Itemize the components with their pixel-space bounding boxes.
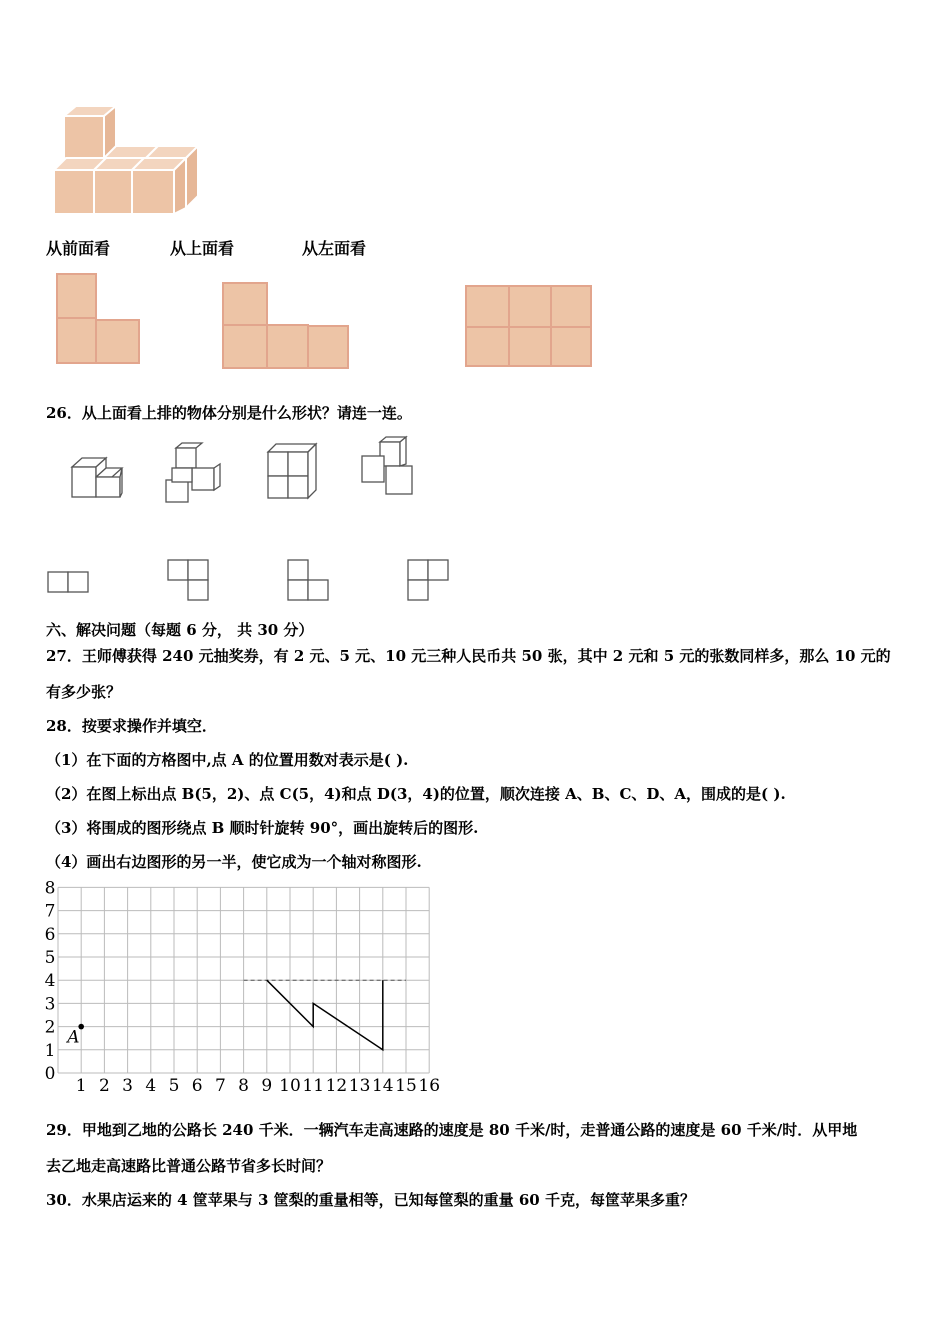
question-27-line2: 有多少张？ [46,683,122,701]
y-tick-label: 5 [44,948,56,968]
y-tick-label: 7 [44,901,56,922]
question-30: 30．水果店运来的 4 筐苹果与 3 筐梨的重量相等，已知每筐梨的重量 60 千克，每筐苹果多重？ [46,1191,695,1209]
coordinate-grid[interactable] [38,878,458,1098]
q26-object-3 [262,440,332,510]
section-title: 六、解决问题（每题 6 分， 共 30 分） [46,621,314,639]
x-tick-label: 12 [325,1076,348,1096]
y-tick-label: 1 [44,1040,56,1061]
question-28-item-3: （3）将围成的图形绕点 B 顺时针旋转 90°，画出旋转后的图形. [46,819,479,837]
x-tick-label: 8 [238,1076,250,1096]
x-tick-label: 15 [395,1076,417,1096]
front-view-shape [56,273,156,373]
question-27-line1: 27．王师傅获得 240 元抽奖券，有 2 元、5 元、10 元三种人民币共 50 张，其中 2 元和 5 元的张数同样多，那么 10 元的 [46,647,891,665]
half-shape-outline [267,980,383,1050]
question-28-item-1: （1）在下面的方格图中,点 A 的位置用数对表示是( ). [46,751,409,769]
y-tick-label: 2 [44,1017,56,1038]
y-tick-label: 4 [44,971,56,992]
x-tick-label: 14 [371,1076,394,1096]
x-tick-label: 3 [122,1076,134,1096]
q26-object-2 [162,440,232,510]
q26-top-view-1 [46,570,96,600]
x-tick-label: 2 [98,1076,110,1096]
x-tick-label: 1 [75,1076,87,1096]
y-tick-label: 3 [44,994,56,1015]
x-tick-label: 16 [418,1076,441,1096]
question-28-item-4: （4）画出右边图形的另一半，使它成为一个轴对称图形. [46,853,422,871]
question-29-line2: 去乙地走高速路比普通公路节省多长时间？ [46,1157,332,1175]
y-tick-label: 6 [44,924,56,945]
q26-object-4 [356,434,426,504]
x-tick-label: 6 [191,1076,203,1096]
question-29-line1: 29．甲地到乙地的公路长 240 千米．一辆汽车走高速路的速度是 80 千米/时，走普通公路的速度是 60 千米/时．从甲地 [46,1121,858,1139]
cube-stack-figure [50,102,210,222]
q26-top-view-2 [164,558,214,608]
q26-object-1 [66,453,136,513]
y-tick-label: 8 [44,878,56,899]
view-label-front: 从前面看 [46,239,111,258]
x-tick-label: 13 [348,1076,371,1096]
point-a-label: A [67,1027,80,1048]
x-tick-label: 11 [302,1076,325,1096]
x-tick-label: 10 [279,1076,301,1096]
x-tick-label: 7 [214,1076,226,1096]
question-28-item-2: （2）在图上标出点 B(5，2)、点 C(5，4)和点 D(3，4)的位置，顺次连接 A、B、C、D、A，围成的是( ). [46,785,786,803]
question-26: 26．从上面看上排的物体分别是什么形状？请连一连。 [46,404,412,422]
q26-top-view-4 [404,558,454,608]
x-tick-label: 5 [168,1076,180,1096]
view-label-left: 从左面看 [302,239,367,258]
x-tick-label: 9 [261,1076,273,1096]
question-28-title: 28．按要求操作并填空． [46,717,217,735]
q26-top-view-3 [284,558,334,608]
view-label-top: 从上面看 [170,239,235,258]
left-view-shape [465,285,605,375]
origin-label: 0 [44,1064,56,1084]
x-tick-label: 4 [145,1076,157,1096]
top-view-shape [222,282,362,382]
